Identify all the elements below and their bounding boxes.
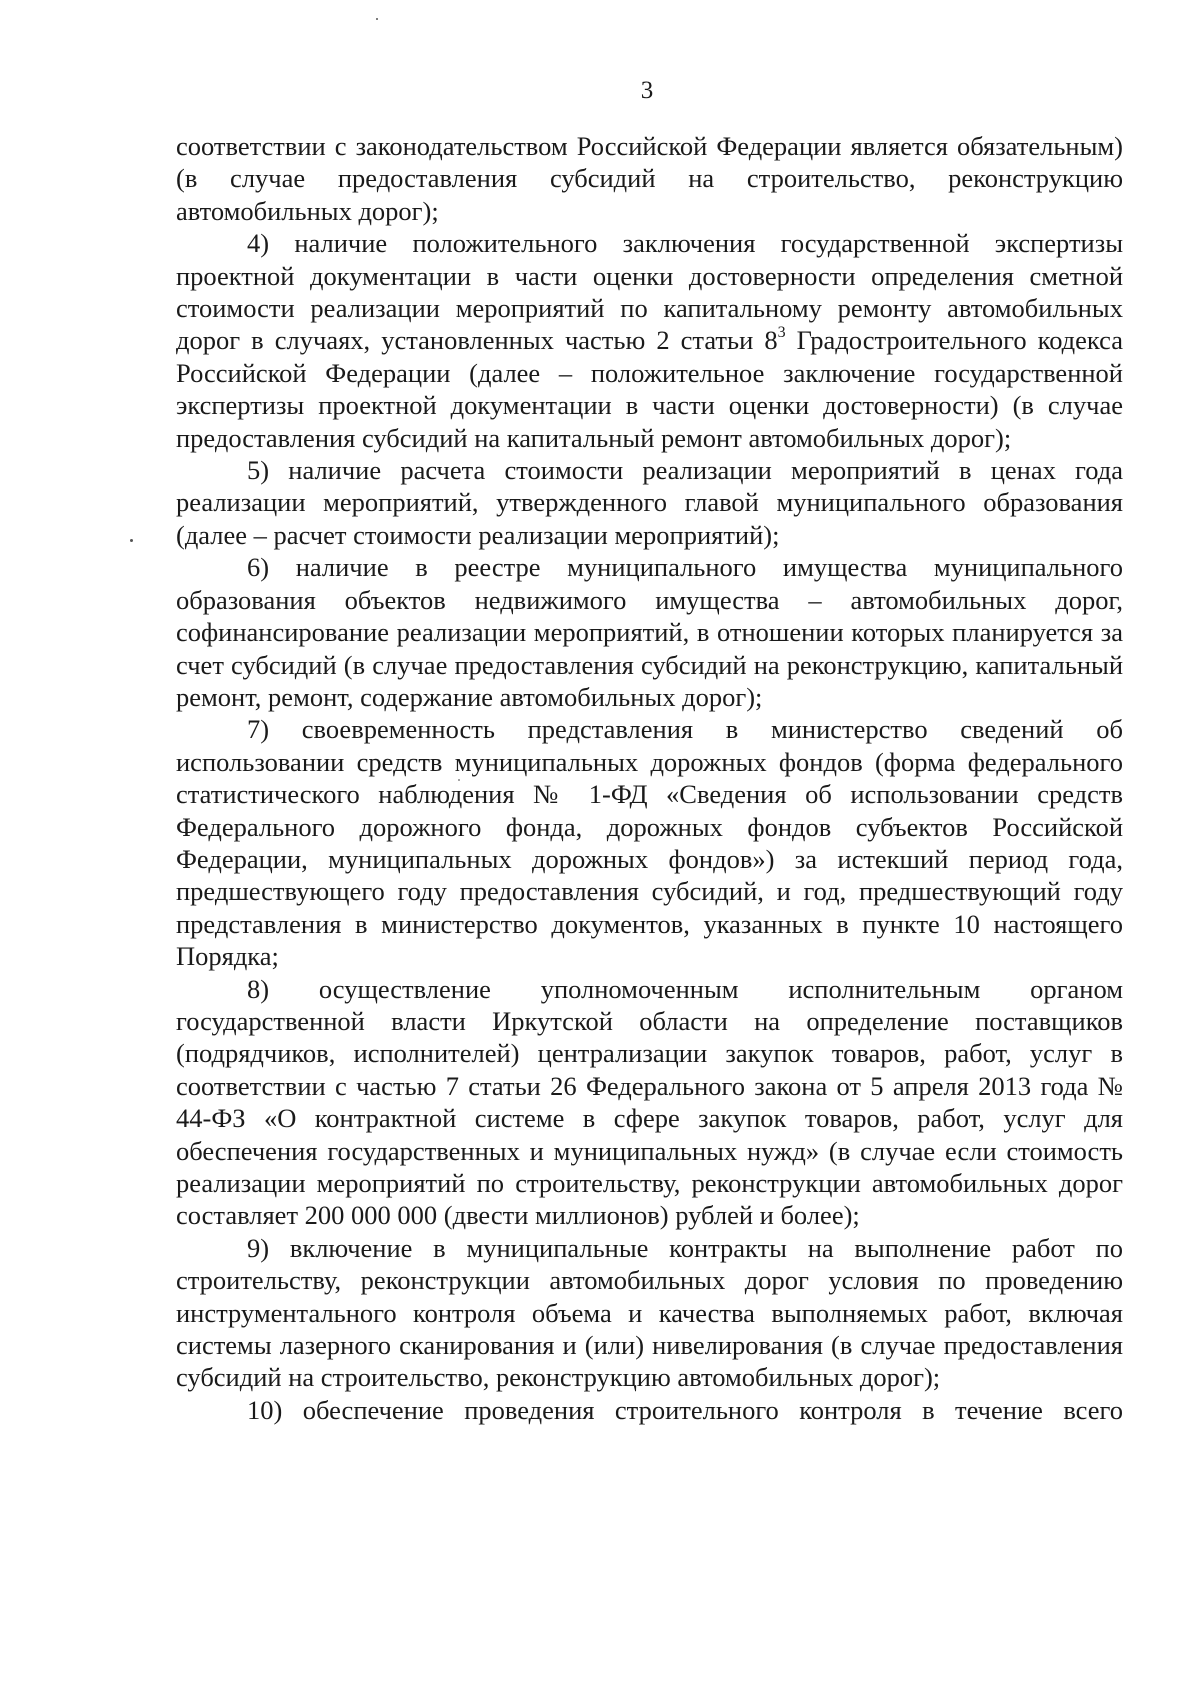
paragraph-item-8: 8) осуществление уполномоченным исполнительным органом государственной власти Иркутской области на определение поставщиков (подрядчиков, исполнителей) централизации закупок товаров, работ, услуг в соответствии с частью 7 статьи 26 Федерального закона от 5 апреля 2013 года № 44-ФЗ «О контрактной системе в сфере закупок товаров, работ, услуг для обеспечения государственных и муниципальных нужд» (в случае если стоимость реализации мероприятий по строительству, реконструкции автомобильных дорог составляет 200 000 000 (двести миллионов) рублей и более); xyxy=(176,973,1123,1231)
scan-speck xyxy=(130,539,133,542)
paragraph-item-4 xyxy=(176,227,1123,454)
paragraph-item-5: 5) наличие расчета стоимости реализации мероприятий в ценах года реализации мероприятий, утвержденного главой муниципального образования (далее – расчет стоимости реализации мероприятий); xyxy=(176,455,1123,550)
paragraph-item-10: 10) обеспечение проведения строительного контроля в течение всего xyxy=(247,1394,1123,1425)
scan-speck xyxy=(376,18,378,20)
paragraph-continuation: соответствии с законодательством Российской Федерации является обязательным) (в случае предоставления субсидий на строительство, реконструкцию автомобильных дорог); xyxy=(176,131,1123,226)
document-body xyxy=(176,130,1123,1426)
paragraph-item-7: 7) своевременность представления в министерство сведений об использовании средств муниципальных дорожных фондов (форма федерального статистического наблюдения № 1-ФД «Сведения об использовании средств Федерального дорожного фонда, дорожных фондов субъектов Российской Федерации, муниципальных дорожных фондов») за истекший период года, предшествующего году предоставления субсидий, и год, предшествующий году представления в министерство документов, указанных в пункте 10 настоящего Порядка; xyxy=(176,714,1123,972)
paragraph-item-4-text-before: 4) наличие положительного заключения государственной экспертизы проектной документации в части оценки достоверности определения сметной стоимости реализации мероприятий по капитальному ремонту автомобильных дорог в случаях, установленных частью 2 статьи 8 xyxy=(176,228,1123,356)
paragraph-item-6: 6) наличие в реестре муниципального имущества муниципального образования объектов недвижимого имущества – автомобильных дорог, софинансирование реализации мероприятий, в отношении которых планируется за счет субсидий (в случае предоставления субсидий на реконструкцию, капитальный ремонт, ремонт, содержание автомобильных дорог); xyxy=(176,552,1123,712)
paragraph-item-4-text-after: Градостроительного кодекса Российской Федерации (далее – положительное заключение государственной экспертизы проектной документации в части оценки достоверности) (в случае предоставления субсидий на капитальный ремонт автомобильных дорог); xyxy=(176,325,1123,453)
paragraph-item-9: 9) включение в муниципальные контракты на выполнение работ по строительству, реконструкции автомобильных дорог условия по проведению инструментального контроля объема и качества выполняемых работ, включая системы лазерного сканирования и (или) нивелирования (в случае предоставления субсидий на строительство, реконструкцию автомобильных дорог); xyxy=(176,1232,1123,1393)
superscript-article-number: 3 xyxy=(777,324,786,342)
page-number: 3 xyxy=(640,77,654,104)
